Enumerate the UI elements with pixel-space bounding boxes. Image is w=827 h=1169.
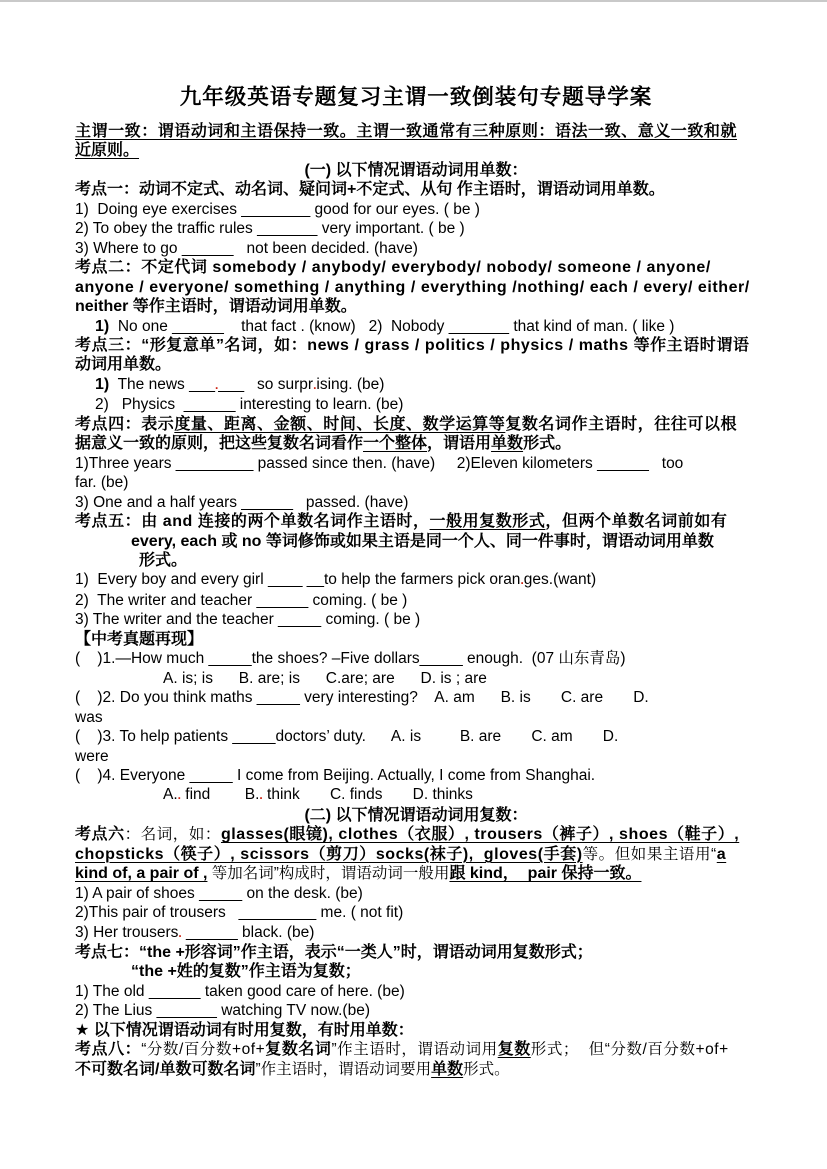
- text-segment: 近原则。: [75, 142, 140, 160]
- text-segment: 考点八：: [75, 1041, 142, 1059]
- text-segment: A.: [163, 786, 178, 804]
- text-segment: glasses(眼镜), clothes（衣服）, trousers（裤子）, shoes（鞋子）,: [220, 826, 740, 844]
- text-segment: 不可数名词/单数可数名词: [75, 1060, 256, 1078]
- text-segment: 2) To obey the traffic rules _______ very important. ( be ): [75, 220, 465, 238]
- proof-mark: .: [313, 377, 317, 392]
- text-line: [75, 649, 757, 668]
- text-line: [75, 785, 757, 805]
- text-line: [75, 355, 757, 374]
- text-segment: (二) 以下情况谓语动词用复数：: [304, 806, 528, 824]
- text-line: [75, 219, 757, 238]
- text-segment: 2) The Lius _______ watching TV now.(be): [75, 1002, 370, 1020]
- text-segment: ising. (be): [316, 375, 385, 393]
- text-segment: far. (be): [75, 474, 129, 492]
- text-line: [75, 493, 757, 512]
- text-segment: a: [716, 845, 727, 863]
- text-line: [75, 923, 757, 943]
- text-segment: 形式。: [463, 1060, 510, 1078]
- text-segment: 【中考真题再现】: [75, 630, 204, 648]
- text-line: [75, 180, 757, 199]
- text-line: [75, 512, 757, 531]
- text-segment: (一) 以下情况谓语动词用单数：: [304, 161, 528, 179]
- text-line: [75, 161, 757, 180]
- text-line: [75, 415, 757, 434]
- text-segment: 复数名词: [265, 1041, 332, 1059]
- text-line: [75, 1060, 757, 1079]
- text-line: [75, 630, 757, 649]
- text-segment: ( )4. Everyone _____ I come from Beijing. Actually, I come from Shanghai.: [75, 766, 596, 784]
- text-segment: neither 等作主语时，谓语动词用单数。: [75, 298, 357, 316]
- text-segment: ( )1.—How much _____the shoes? –Five dollars_____ enough. (07 山东青岛): [75, 650, 626, 668]
- text-line: [75, 395, 757, 414]
- text-line: [75, 864, 757, 883]
- text-segment: 考点七：“the +形容词”作主语，表示“一类人”时，谓语动词用复数形式；: [75, 944, 593, 962]
- text-segment: 3) Her trousers: [75, 923, 179, 941]
- text-segment: 1) Doing eye exercises ________ good for our eyes. ( be ): [75, 200, 480, 218]
- text-segment: 考点一：动词不定式、动名词、疑问词+不定式、从句 作主语时，谓语动词用单数。: [75, 181, 665, 199]
- text-segment: 一个整体: [363, 435, 428, 453]
- text-line: [75, 141, 757, 160]
- text-segment: 一般用复数形式: [429, 513, 546, 531]
- text-segment: 考点五：由 and 连接的两个单数名词作主语时，: [75, 513, 430, 531]
- text-line: [75, 570, 757, 590]
- text-segment: ★ 以下情况谓语动词有时用复数，有时用单数：: [75, 1021, 414, 1039]
- text-segment: 形式。: [139, 551, 188, 569]
- text-segment: 动词用单数。: [75, 356, 172, 374]
- text-line: [75, 591, 757, 610]
- text-line: [75, 473, 757, 492]
- text-segment: ：名词，如：: [124, 826, 221, 844]
- text-segment: 复数: [497, 1041, 531, 1059]
- text-segment: 等加名词”构成时，谓语动词一般用: [207, 865, 450, 883]
- text-segment: The news ___: [109, 375, 215, 393]
- page-title: 九年级英语专题复习主谓一致倒装句专题导学案: [179, 85, 653, 109]
- text-segment: 考点二：不定代词 somebody / anybody/ everybody/ nobody/ someone / anyone/: [75, 259, 711, 277]
- text-line: [75, 727, 757, 746]
- text-segment: 跟 kind， pair 保持一致。: [449, 865, 642, 883]
- text-line: [75, 258, 757, 277]
- text-segment: kind of, a pair of ,: [75, 865, 208, 883]
- text-line: [75, 845, 757, 864]
- text-segment: 形式； 但“分数/百分数+of+: [530, 1041, 729, 1059]
- text-segment: ______ black. (be): [181, 923, 315, 941]
- text-line: [75, 1021, 757, 1040]
- scan-edge-artifact: [0, 0, 827, 2]
- text-line: [75, 688, 757, 707]
- text-line: [75, 434, 757, 453]
- text-line: [75, 336, 757, 355]
- text-segment: 1) The old ______ taken good care of here. (be): [75, 982, 405, 1000]
- text-line: [75, 297, 757, 316]
- text-segment: ( )3. To help patients _____doctors’ duty. A. is B. are C. am D.: [75, 728, 619, 746]
- text-segment: 3) One and a half years ______ passed. (have): [75, 493, 409, 511]
- text-segment: “the +姓的复数”作主语为复数；: [131, 963, 361, 981]
- text-line: [75, 943, 757, 962]
- text-line: [75, 532, 757, 551]
- proof-mark: .: [520, 573, 524, 588]
- text-segment: was: [75, 708, 103, 726]
- text-segment: “分数/百分数+of+: [141, 1041, 266, 1059]
- text-line: [75, 317, 757, 336]
- text-line: [75, 610, 757, 629]
- text-segment: 考点六: [75, 826, 125, 844]
- text-segment: 1): [95, 375, 110, 393]
- text-segment: were: [75, 747, 109, 765]
- text-segment: 1): [95, 317, 110, 335]
- proof-mark: .: [214, 377, 219, 392]
- text-line: [75, 708, 757, 727]
- text-segment: every, each 或 no 等词修饰或如果主语是同一个人、同一件事时，谓语动词用单数: [131, 532, 714, 550]
- text-line: [75, 962, 757, 981]
- text-segment: 3) The writer and the teacher _____ coming. ( be ): [75, 611, 421, 629]
- text-segment: 单数: [491, 435, 524, 453]
- text-line: [75, 551, 757, 570]
- text-segment: think C. finds D. thinks: [262, 786, 473, 804]
- text-line: [75, 669, 757, 688]
- text-segment: 等。但如果主语用“: [582, 845, 717, 863]
- text-line: [75, 375, 757, 395]
- text-segment: ( )2. Do you think maths _____ very interesting? A. am B. is C. are D.: [75, 689, 649, 707]
- text-line: [75, 454, 757, 473]
- text-segment: ges.(want): [523, 571, 597, 589]
- text-segment: 1) Every boy and every girl ____ __to help the farmers pick oran: [75, 571, 521, 589]
- text-line: [75, 278, 757, 297]
- text-segment: 2)This pair of trousers _________ me. ( not fit): [75, 904, 404, 922]
- text-segment: ，但两个单数名词前如有: [545, 513, 728, 531]
- text-line: [75, 239, 757, 258]
- text-line: [75, 1040, 757, 1059]
- text-line: [75, 825, 757, 844]
- text-segment: 主谓一致：谓语动词和主语保持一致。主谓一致通常有三种原则：语法一致、意义一致和就: [75, 123, 738, 140]
- text-segment: 考点四：表示: [75, 415, 175, 433]
- document-body: [75, 122, 757, 1079]
- text-segment: ”作主语时，谓语动词用: [331, 1041, 498, 1059]
- text-segment: 单数: [431, 1060, 464, 1078]
- text-segment: A. is; is B. are; is C.are; are D. is ; are: [163, 669, 487, 687]
- text-segment: 据意义一致的原则，把这些复数名词看作: [75, 435, 364, 453]
- text-segment: 1) A pair of shoes _____ on the desk. (be): [75, 884, 363, 902]
- text-line: [75, 766, 757, 785]
- text-segment: ，谓语用: [427, 435, 492, 453]
- text-segment: 2) Physics ______ interesting to learn. (be): [95, 396, 404, 414]
- text-segment: 度量、距离、金额、时间、长度、数学运算等: [174, 415, 506, 433]
- text-line: [75, 747, 757, 766]
- text-segment: ”作主语时，谓语动词要用: [255, 1060, 432, 1078]
- text-segment: 1)Three years _________ passed since then. (have) 2)Eleven kilometers ______ too: [75, 454, 684, 472]
- text-segment: chopsticks（筷子）, scissors（剪刀）socks(袜子), gloves(手套): [75, 845, 583, 863]
- text-segment: No one ______ that fact . (know) 2) Nobody _______ that kind of man. ( like ): [109, 317, 675, 335]
- text-segment: 复数名词作主语时，往往可以根: [505, 415, 738, 433]
- text-line: [75, 982, 757, 1001]
- text-segment: 2) The writer and teacher ______ coming. ( be ): [75, 591, 408, 609]
- text-segment: ___ so surpr: [218, 375, 314, 393]
- text-line: [75, 1001, 757, 1020]
- text-segment: anyone / everyone/ something / anything / everything /nothing/ each / every/ either/: [75, 278, 750, 296]
- text-segment: 形式。: [523, 435, 572, 453]
- text-line: [75, 884, 757, 903]
- text-line: [75, 903, 757, 922]
- proof-mark: .: [177, 788, 181, 803]
- proof-mark: .: [178, 925, 182, 940]
- text-segment: 考点三：“形复意单”名词，如：news / grass / politics / physics / maths 等作主语时谓语: [75, 336, 750, 354]
- text-line: [75, 122, 757, 141]
- text-line: [75, 806, 757, 825]
- text-line: [75, 200, 757, 219]
- text-segment: 3) Where to go ______ not been decided. (have): [75, 239, 418, 257]
- proof-mark: .: [259, 788, 263, 803]
- text-segment: find B.: [181, 786, 260, 804]
